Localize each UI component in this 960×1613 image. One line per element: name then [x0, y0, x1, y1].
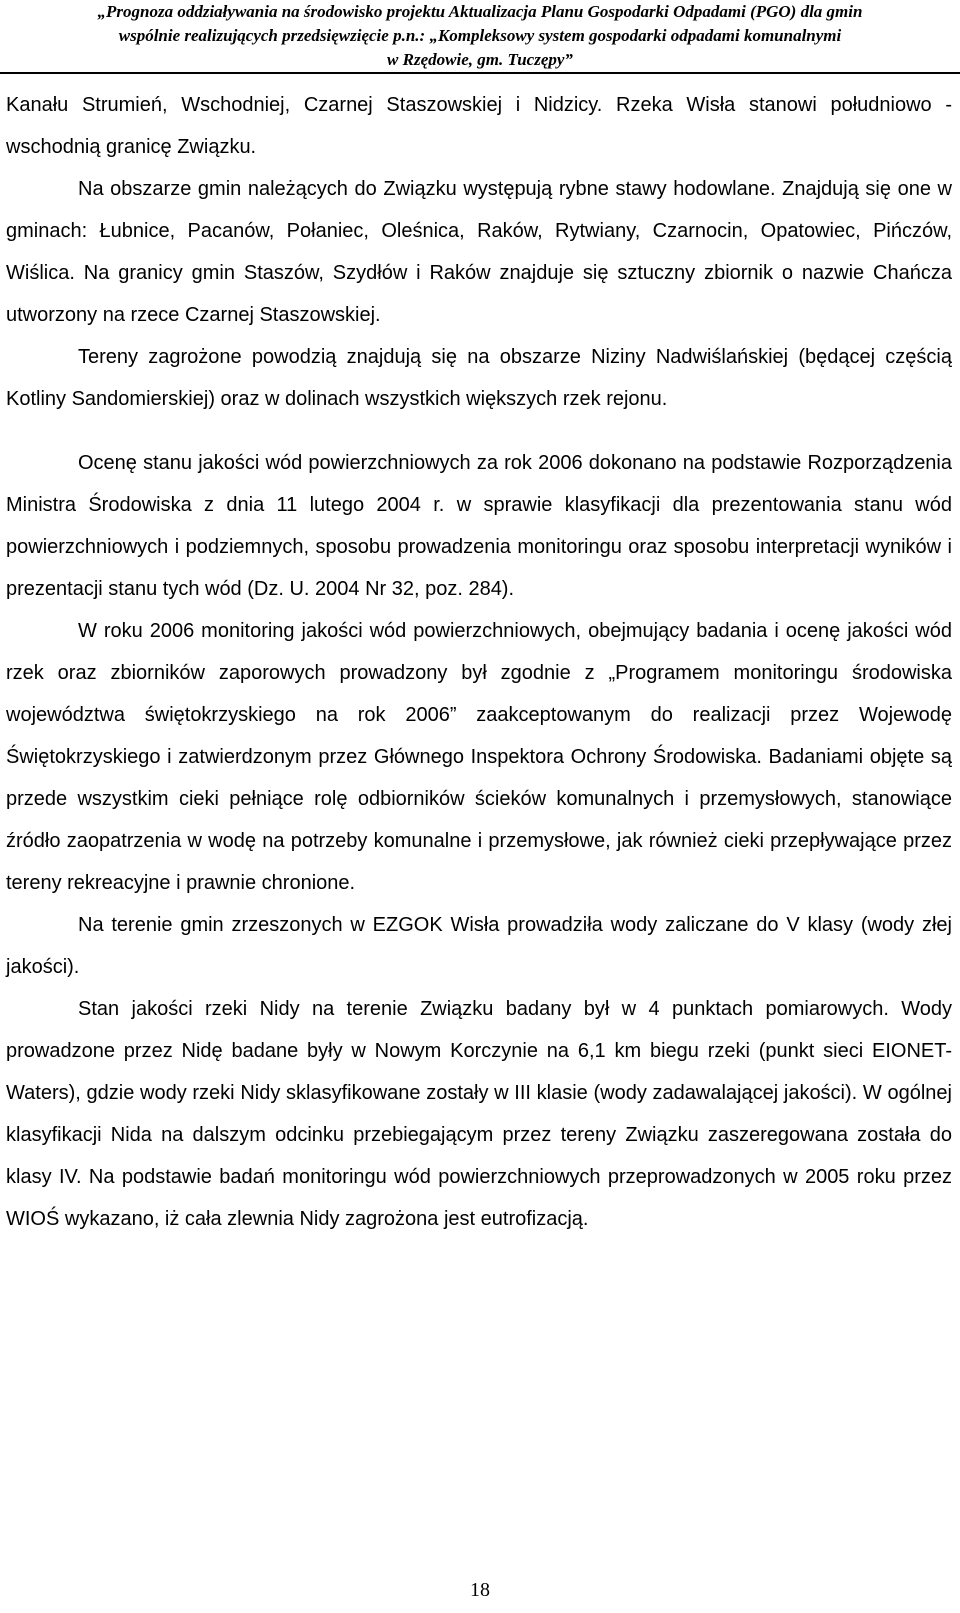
- page-number: 18: [470, 1579, 490, 1601]
- running-header: [0, 0, 960, 72]
- document-body: [6, 84, 952, 1240]
- header-line-2: wspólnie realizujących przedsięwzięcie p.n.: „Kompleksowy system gospodarki odpadami komunalnymi: [118, 26, 842, 45]
- paragraph-fish-ponds: Na obszarze gmin należących do Związku występują rybne stawy hodowlane. Znajdują się one w gminach: Łubnice, Pacanów, Połaniec, Oleśnica, Raków, Rytwiany, Czarnocin, Opatowiec, Pińczów, Wiślica. Na granicy gmin Staszów, Szydłów i Raków znajduje się sztuczny zbiornik o nazwie Chańcza utworzony na rzece Czarnej Staszowskiej.: [6, 178, 952, 326]
- header-line-1: „Prognoza oddziaływania na środowisko projektu Aktualizacja Planu Gospodarki Odpadami (PGO) dla gmin: [97, 2, 863, 21]
- paragraph-flood-areas: Tereny zagrożone powodzią znajdują się na obszarze Niziny Nadwiślańskiej (będącej częścią Kotliny Sandomierskiej) oraz w dolinach wszystkich większych rzek rejonu.: [6, 346, 952, 410]
- paragraph-monitoring-2006: W roku 2006 monitoring jakości wód powierzchniowych, obejmujący badania i ocenę jakości wód rzek oraz zbiorników zaporowych prowadzony był zgodnie z „Programem monitoringu środowiska województwa świętokrzyskiego na rok 2006” zaakceptowanym do realizacji przez Wojewodę Świętokrzyskiego i zatwierdzonym przez Głównego Inspektora Ochrony Środowiska. Badaniami objęte są przede wszystkim cieki pełniące rolę odbiorników ścieków komunalnych i przemysłowych, stanowiące źródło zaopatrzenia w wodę na potrzeby komunalne i przemysłowe, jak również cieki przepływające przez tereny rekreacyjne i prawnie chronione.: [6, 620, 952, 894]
- header-line-3: w Rzędowie, gm. Tuczępy”: [387, 50, 573, 69]
- paragraph-water-quality-assessment: Ocenę stanu jakości wód powierzchniowych za rok 2006 dokonano na podstawie Rozporządzenia Ministra Środowiska z dnia 11 lutego 2004 r. w sprawie klasyfikacji dla prezentowania stanu wód powierzchniowych i podziemnych, sposobu prowadzenia monitoringu oraz sposobu interpretacji wyników i prezentacji stanu tych wód (Dz. U. 2004 Nr 32, poz. 284).: [6, 452, 952, 600]
- paragraph-nida-quality: Stan jakości rzeki Nidy na terenie Związku badany był w 4 punktach pomiarowych. Wody prowadzone przez Nidę badane były w Nowym Korczynie na 6,1 km biegu rzeki (punkt sieci EIONET-Waters), gdzie wody rzeki Nidy sklasyfikowane zostały w III klasie (wody zadawalającej jakości). W ogólnej klasyfikacji Nida na dalszym odcinku przebiegającym przez tereny Związku zaszeregowana została do klasy IV. Na podstawie badań monitoringu wód powierzchniowych przeprowadzonych w 2005 roku przez WIOŚ wykazano, iż cała zlewnia Nidy zagrożona jest eutrofizacją.: [6, 998, 952, 1230]
- paragraph-vistula-class: Na terenie gmin zrzeszonych w EZGOK Wisła prowadziła wody zaliczane do V klasy (wody złej jakości).: [6, 914, 952, 978]
- paragraph-continuation: Kanału Strumień, Wschodniej, Czarnej Staszowskiej i Nidzicy. Rzeka Wisła stanowi południowo - wschodnią granicę Związku.: [6, 94, 952, 158]
- header-divider: [0, 72, 960, 74]
